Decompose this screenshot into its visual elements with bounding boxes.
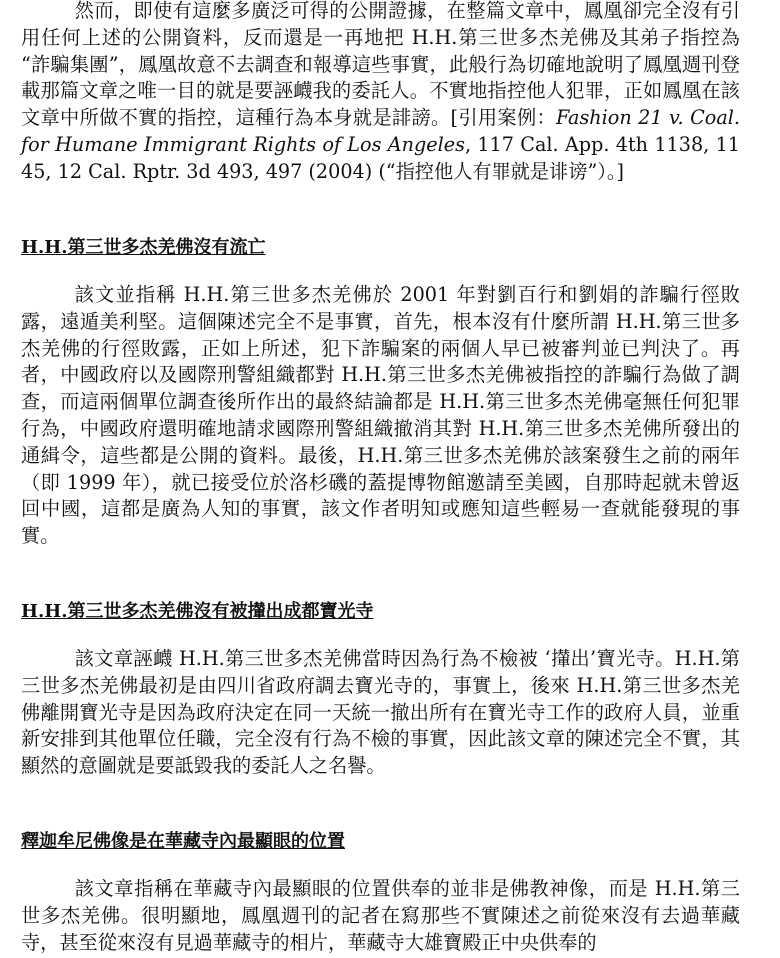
body-paragraph: 該文章指稱在華藏寺內最顯眼的位置供奉的並非是佛教神像，而是 H.H.第三世多杰羌佛。很明顯地，鳳凰週刊的記者在寫那些不實陳述之前從來沒有去過華藏寺，甚至從來沒有見過華藏寺的相片，華藏寺大雄寶殿正中央供奉的 xyxy=(21,877,740,954)
paragraph-buddha-statue xyxy=(21,876,740,956)
body-paragraph: 該文並指稱 H.H.第三世多杰羌佛於 2001 年對劉百行和劉娟的詐騙行徑敗露，遠遁美利堅。這個陳述完全不是事實，首先，根本沒有什麼所謂 H.H.第三世多杰羌佛的行徑敗露，正如上所述，犯下詐騙案的兩個人早已被審判並已判決了。再者，中國政府以及國際刑警組織都對 H.H.第三世多杰羌佛被指控的詐騙行為做了調查，而這兩個單位調查後所作出的最終結論都是 H.H.第三世多杰羌佛毫無任何犯罪行為，中國政府還明確地請求國際刑警組織撤消其對 H.H.第三世多杰羌佛所發出的通緝令，這些都是公開的資料。最後，H.H.第三世多杰羌佛於該案發生之前的兩年（即 1999 年），就已接受位於洛杉磯的蓋提博物館邀請至美國，自那時起就未曾返回中國，這都是廣為人知的事實，該文作者明知或應知這些輕易一查就能發現的事實。 xyxy=(21,283,740,548)
body-paragraph: 該文章誣衊 H.H.第三世多杰羌佛當時因為行為不檢被 ‘攆出’寶光寺。H.H.第三世多杰羌佛最初是由四川省政府調去寶光寺的，事實上，後來 H.H.第三世多杰羌佛離開寶光寺是因為政府決定在同一天統一撤出所有在寶光寺工作的政府人員，並重新安排到其他單位任職，完全沒有行為不檢的事實，因此該文章的陳述完全不實，其顯然的意圖就是要詆毀我的委託人之名譽。 xyxy=(21,647,740,778)
paragraph-no-exile xyxy=(21,282,740,550)
body-paragraph xyxy=(21,0,740,186)
citation-reference: , 117 Cal. App. 4th 1138, 1145, 12 Cal. Rptr. 3d 493, 497 (2004) (“指控他人有罪就是诽谤”）。] xyxy=(21,132,740,183)
paragraph-text: 然而，即使有這麼多廣泛可得的公開證據，在整篇文章中，鳳凰卻完全沒有引用任何上述的公開資料，反而還是一再地把 H.H.第三世多杰羌佛及其弟子指控為 “詐騙集團”，鳳凰故意不去調查和報導這些事實，此般行為切確地說明了鳳凰週刊登載那篇文章之唯一目的就是要誣衊我的委託人。不實地指控他人犯罪，正如鳳凰在該文章中所做不實的指控，這種行為本身就是誹謗。[引用案例： xyxy=(21,0,740,130)
paragraph-baoguang-temple xyxy=(21,646,740,780)
paragraph-public-evidence xyxy=(21,0,740,186)
section-heading-buddha-statue: 釋迦牟尼佛像是在華藏寺內最顯眼的位置 xyxy=(21,831,345,852)
section-heading-baoguang-temple: H.H.第三世多杰羌佛沒有被攆出成都寶光寺 xyxy=(21,601,374,622)
section-heading-no-exile: H.H.第三世多杰羌佛沒有流亡 xyxy=(21,237,266,258)
case-citation: Fashion 21 v. Coal. for Humane Immigrant Rights of Los Angeles xyxy=(21,106,740,156)
